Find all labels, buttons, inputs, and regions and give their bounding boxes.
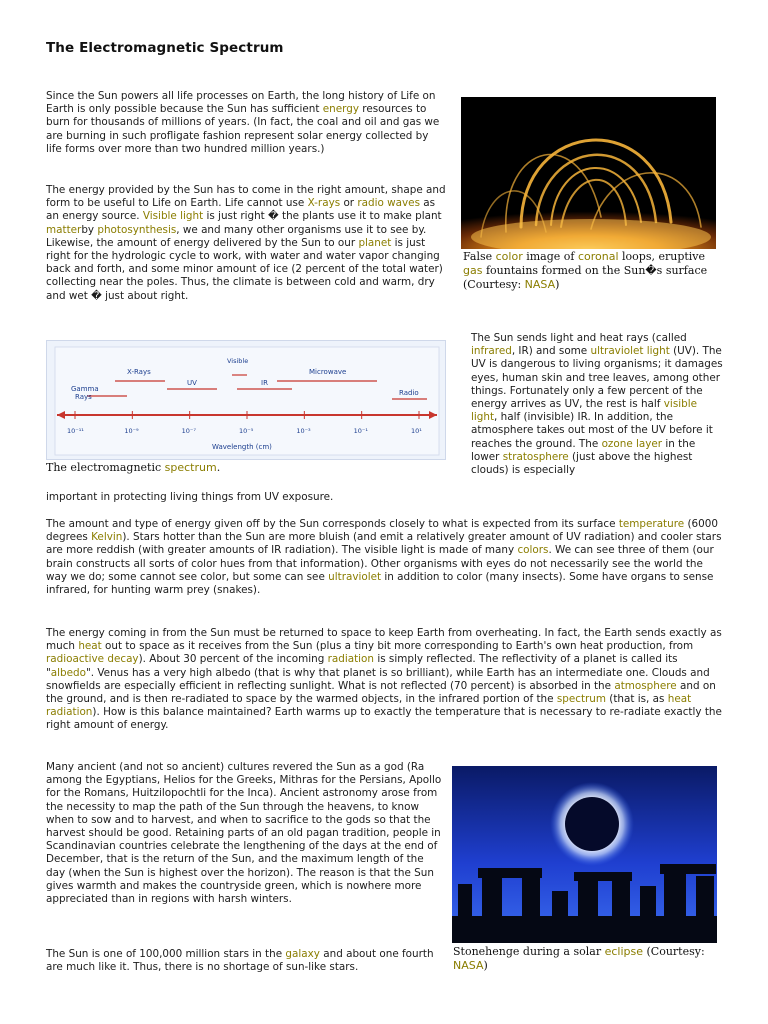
inline-link[interactable]: atmosphere (614, 679, 677, 692)
text-run: , IR) and some (511, 345, 591, 358)
text-run: The Sun sends light and heat rays (called (471, 332, 687, 344)
inline-link[interactable]: X-rays (307, 197, 341, 210)
spectrum-diagram-svg (47, 341, 447, 461)
paragraph-heat-balance (46, 627, 722, 733)
coronal-loops-image (461, 97, 716, 249)
text-run: resources to burn for thousands of millions of years. (In fact, the coal and oil and gas we are burning in such profligate fashion represent solar energy collected by life forms over more than two hundred million years.) (46, 103, 440, 155)
inline-link[interactable]: ultraviolet (328, 570, 382, 583)
stonehenge-eclipse-image (452, 766, 717, 943)
inline-link[interactable]: spectrum (556, 693, 606, 706)
text-run: . (216, 461, 221, 474)
text-run: Many ancient (and not so ancient) cultures revered the Sun as a god (Ra among the Egyptians, Helios for the Greeks, Mithras for the Persians, Apollo for the Romans, Huitzilopochtli for the Inca). Ancient astronomy arose from the necessity to map the path of the Sun through the heavens, to know when to sow and to harvest, and when to sacrifice to the gods so that the harvest should be good. Retaining parts of an old pagan tradition, people in Scandinavian countries celebrate the lengthening of the days at the end of December, that is the return of the Sun, and the maximum length of the day (when the Sun is highest over the horizon). The reason is that the Sun gives warmth and makes the countryside green, which is nowhere more appreciated than in regions with harsh winters. (46, 761, 442, 906)
text-run: in the lower (471, 437, 696, 463)
paragraph-temperature (46, 518, 722, 597)
band-label-ir: IR (261, 379, 268, 387)
inline-link[interactable]: ultraviolet light (590, 345, 670, 358)
coronal-loops-illustration (461, 97, 716, 249)
spectrum-axis-label: Wavelength (cm) (212, 443, 272, 451)
page-title: The Electromagnetic Spectrum (46, 40, 284, 56)
text-run: out to space as it receives from the Sun (plus a tiny bit more corresponding to Earth's own heat production, from (101, 640, 694, 653)
text-run: (UV). The UV is dangerous to living organisms; it damages eyes, human skin and tree leaves, among other things. Fortunately only a few percent of the energy arrives as UV, the rest is half (471, 345, 723, 411)
spectrum-tick-label: 10⁻⁹ (124, 427, 139, 435)
paragraph-uv-ir (471, 332, 723, 477)
text-run: ). How is this balance maintained? Earth warms up to exactly the temperature that is necessary to re-radiate exactly the right amount of energy. (46, 706, 722, 732)
spectrum-tick-label: 10⁻⁷ (181, 427, 196, 435)
coronal-caption (463, 250, 718, 292)
spectrum-tick-label: 10⁻¹ (353, 427, 368, 435)
text-run: The energy provided by the Sun has to come in the right amount, shape and form to be useful to Life on Earth. Life cannot use (46, 184, 446, 210)
inline-link[interactable]: infrared (471, 345, 512, 358)
text-run: is just right � the plants use it to make plant (203, 210, 442, 223)
inline-link[interactable]: eclipse (604, 945, 643, 958)
inline-link[interactable]: stratosphere (502, 450, 569, 463)
text-run: ). Stars hotter than the Sun are more bluish (and emit a relatively greater amount of UV radiation) and cooler stars are more reddish (with greater amounts of IR radiation). The visible light is made of many (46, 531, 722, 557)
text-run: loops, eruptive (618, 250, 706, 263)
inline-link[interactable]: energy (322, 103, 359, 116)
text-run: ) (483, 959, 488, 972)
paragraph-intro (46, 90, 446, 156)
inline-link[interactable]: radio waves (357, 197, 420, 210)
inline-link[interactable]: galaxy (285, 948, 320, 960)
inline-link[interactable]: spectrum (164, 461, 217, 474)
spectrum-tick-label: 10⁻¹¹ (67, 427, 84, 435)
inline-link[interactable]: Visible light (142, 210, 204, 223)
inline-link[interactable]: heat radiation (46, 693, 692, 719)
band-label-microwave: Microwave (309, 368, 347, 376)
text-run: fountains formed on the Sun�s surface (Courtesy: (463, 264, 708, 291)
band-label-uv: UV (187, 379, 197, 387)
text-run: (just above the highest clouds) is especially (471, 450, 693, 477)
text-run: or (340, 197, 358, 210)
text-run: ). About 30 percent of the incoming (138, 653, 328, 666)
spectrum-tick-label: 10¹ (411, 427, 422, 435)
spectrum-tick-label: 10⁻³ (296, 427, 311, 435)
text-run: (6000 degrees (46, 518, 718, 544)
text-run: ". Venus has a very high albedo (that is why that planet is so brilliant), while Earth has an intermediate one. Clouds and snowfields are especially efficient in reflecting sunlight. What is not reflected (70 percent) is absorbed in the (46, 666, 710, 692)
inline-link[interactable]: heat (78, 640, 102, 653)
text-run: . We can see three of them (our brain constructs all sorts of color hues from that information). Other organisms with eyes do not necessarily see the world the way we do; some cannot see color, but some can see (46, 544, 714, 583)
paragraph-uv-protection (46, 491, 726, 504)
text-run: Since the Sun powers all life processes on Earth, the long history of Life on Earth is only possible because the Sun has sufficient (46, 90, 436, 116)
paragraph-energy-form (46, 184, 450, 303)
inline-link[interactable]: radiation (327, 653, 375, 666)
paragraph-ancient-cultures (46, 761, 446, 906)
inline-link[interactable]: NASA (453, 959, 484, 972)
stonehenge-eclipse-illustration (452, 766, 717, 943)
inline-link[interactable]: coronal (577, 250, 619, 263)
spectrum-diagram (46, 340, 446, 460)
inline-link[interactable]: matter (46, 223, 82, 236)
text-run: (Courtesy: (643, 945, 705, 958)
text-run: Stonehenge during a solar (453, 945, 605, 958)
paragraph-galaxy (46, 948, 446, 974)
text-run: in addition to color (many insects). Some have organs to sense infrared, for hunting warm prey (snakes). (46, 570, 714, 597)
text-run: important in protecting living things from UV exposure. (46, 491, 334, 503)
text-run: , half (invisible) IR. In addition, the atmosphere takes out most of the UV before it reaches the ground. The (471, 411, 713, 450)
inline-link[interactable]: albedo (50, 666, 86, 679)
text-run: The electromagnetic (46, 461, 165, 474)
text-run: as an energy source. (46, 197, 436, 223)
inline-link[interactable]: colors (517, 544, 549, 557)
spectrum-tick-label: 10⁻⁵ (239, 427, 254, 435)
band-label-visible: Visible (227, 357, 249, 365)
inline-link[interactable]: visible light (471, 398, 697, 424)
text-run: The energy coming in from the Sun must be returned to space to keep Earth from overheating. In fact, the Earth sends exactly as much (46, 627, 722, 653)
spectrum-caption (46, 461, 346, 475)
text-run: and about one fourth are much like it. Thus, there is no shortage of sun-like stars. (46, 948, 434, 974)
band-label-xrays: X-Rays (127, 368, 151, 376)
text-run: The amount and type of energy given off by the Sun corresponds closely to what is expected from its surface (46, 518, 619, 530)
text-run: is just right for the hydrologic cycle to work, with water and water vapor changing back and forth, and some minor amount of ice (2 percent of the total water) collecting near the poles. Thus, the climate is between cold and warm, dry and wet � just about right. (46, 236, 443, 302)
eclipse-caption (453, 945, 713, 973)
band-label-gamma: Gamma Rays (71, 385, 99, 401)
band-label-radio: Radio (399, 389, 419, 397)
text-run: image of (522, 250, 578, 263)
text-run: is simply reflected. The reflectivity of a planet is called its " (46, 653, 678, 679)
inline-link[interactable]: temperature (618, 518, 685, 530)
inline-link[interactable]: NASA (524, 278, 556, 291)
text-run: (that is, as (606, 693, 668, 706)
inline-link[interactable]: photosynthesis (97, 223, 177, 236)
text-run: by (81, 223, 98, 236)
inline-link[interactable]: gas (463, 264, 483, 277)
inline-link[interactable]: planet (358, 236, 392, 249)
text-run: , we and many other organisms use it to see by. Likewise, the amount of energy delivered by the Sun to our (46, 223, 427, 249)
text-run: False (463, 250, 496, 263)
text-run: ) (555, 278, 560, 291)
text-run: The Sun is one of 100,000 million stars in the (46, 948, 286, 960)
inline-link[interactable]: Kelvin (91, 531, 123, 544)
inline-link[interactable]: radioactive decay (46, 653, 139, 666)
text-run: and on the ground, and is then re-radiated to space by the warmed objects, in the infrared portion of the (46, 679, 716, 706)
inline-link[interactable]: color (495, 250, 523, 263)
inline-link[interactable]: ozone layer (601, 437, 663, 450)
